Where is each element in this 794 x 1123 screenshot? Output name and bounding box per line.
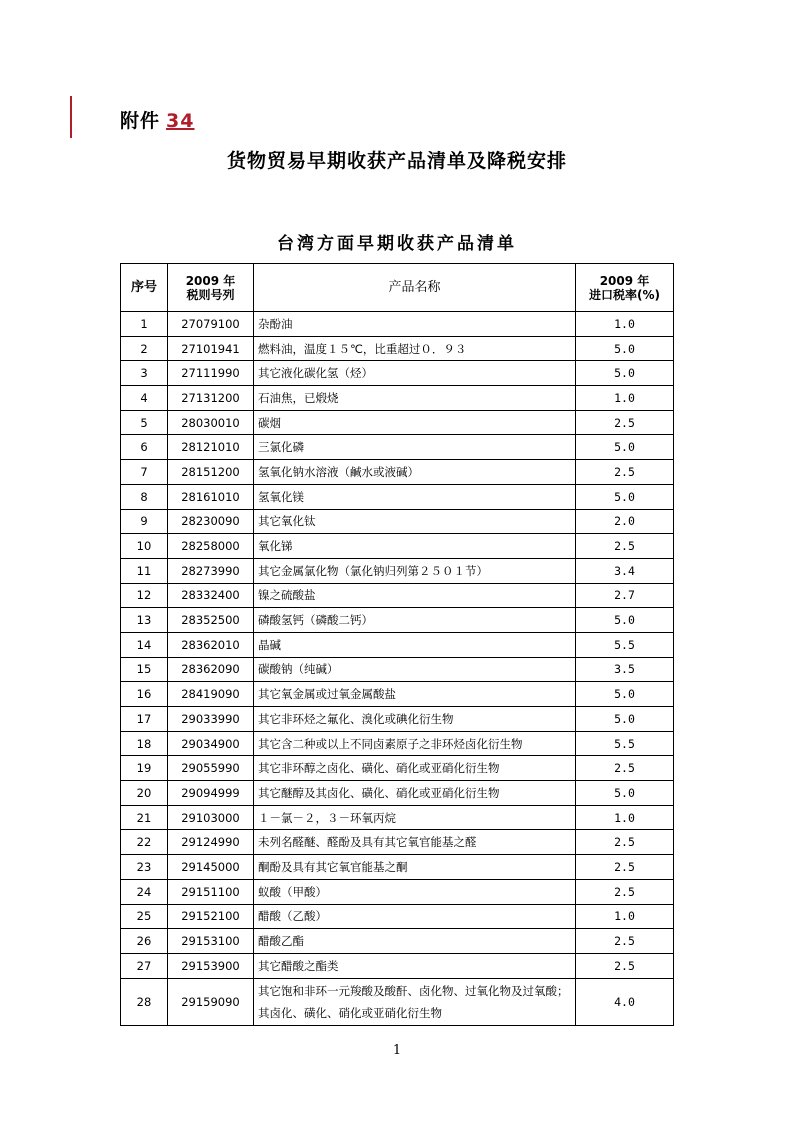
- cell-seq: 10: [121, 534, 168, 559]
- table-row: [121, 707, 674, 732]
- cell-code: 28230090: [168, 509, 254, 534]
- cell-seq: 20: [121, 781, 168, 806]
- annex-label: [120, 106, 194, 133]
- cell-code: 27101941: [168, 336, 254, 361]
- cell-name: 其它饱和非环一元羧酸及酸酐、卤化物、过氧化物及过氧酸；其卤化、磺化、硝化或亚硝化衍生物: [254, 978, 576, 1025]
- table-row: [121, 632, 674, 657]
- document-title: 货物贸易早期收获产品清单及降税安排: [226, 150, 567, 172]
- cell-rate: 5.0: [576, 781, 674, 806]
- table-row: [121, 855, 674, 880]
- cell-code: 27131200: [168, 386, 254, 411]
- cell-seq: 11: [121, 558, 168, 583]
- cell-code: 28332400: [168, 583, 254, 608]
- cell-seq: 8: [121, 484, 168, 509]
- cell-code: 27111990: [168, 361, 254, 386]
- cell-name: 杂酚油: [254, 312, 576, 337]
- table-row: [121, 386, 674, 411]
- cell-name: 燃料油，温度１５℃，比重超过０．９３: [254, 336, 576, 361]
- cell-code: 28121010: [168, 435, 254, 460]
- header-rate: [576, 264, 674, 312]
- cell-seq: 9: [121, 509, 168, 534]
- cell-rate: 5.0: [576, 484, 674, 509]
- margin-mark: [70, 96, 72, 138]
- cell-rate: 2.5: [576, 410, 674, 435]
- table-row: [121, 435, 674, 460]
- table-row: [121, 929, 674, 954]
- table-row: [121, 460, 674, 485]
- cell-rate: 5.0: [576, 682, 674, 707]
- cell-rate: 2.5: [576, 929, 674, 954]
- header-code: [168, 264, 254, 312]
- cell-code: 29033990: [168, 707, 254, 732]
- cell-code: 28419090: [168, 682, 254, 707]
- cell-code: 29153100: [168, 929, 254, 954]
- cell-rate: 2.5: [576, 879, 674, 904]
- cell-rate: 2.5: [576, 756, 674, 781]
- cell-code: 28362010: [168, 632, 254, 657]
- cell-code: 27079100: [168, 312, 254, 337]
- table-row: [121, 904, 674, 929]
- cell-rate: 3.5: [576, 657, 674, 682]
- cell-rate: 5.0: [576, 707, 674, 732]
- annex-number: 34: [166, 110, 195, 132]
- cell-name: 酮酚及具有其它氧官能基之酮: [254, 855, 576, 880]
- cell-name: 醋酸（乙酸）: [254, 904, 576, 929]
- cell-code: 29151100: [168, 879, 254, 904]
- cell-rate: 2.5: [576, 855, 674, 880]
- header-name: 产品名称: [254, 264, 576, 312]
- table-row: [121, 830, 674, 855]
- cell-name: 其它金属氯化物（氯化钠归列第２５０１节）: [254, 558, 576, 583]
- cell-seq: 25: [121, 904, 168, 929]
- cell-code: 28362090: [168, 657, 254, 682]
- table-row: [121, 682, 674, 707]
- cell-seq: 6: [121, 435, 168, 460]
- cell-seq: 14: [121, 632, 168, 657]
- cell-rate: 2.5: [576, 460, 674, 485]
- table-row: [121, 731, 674, 756]
- page-number: 1: [392, 1043, 402, 1058]
- cell-code: 28151200: [168, 460, 254, 485]
- cell-name: 磷酸氢钙（磷酸二钙）: [254, 608, 576, 633]
- cell-rate: 2.5: [576, 953, 674, 978]
- table-row: [121, 583, 674, 608]
- table-row: [121, 312, 674, 337]
- cell-rate: 5.0: [576, 608, 674, 633]
- cell-rate: 2.7: [576, 583, 674, 608]
- table-header-row: [121, 264, 674, 312]
- cell-seq: 18: [121, 731, 168, 756]
- cell-rate: 2.5: [576, 534, 674, 559]
- cell-rate: 5.0: [576, 435, 674, 460]
- cell-name: 氢氧化镁: [254, 484, 576, 509]
- cell-name: 其它醚醇及其卤化、磺化、硝化或亚硝化衍生物: [254, 781, 576, 806]
- cell-rate: 2.5: [576, 830, 674, 855]
- cell-rate: 3.4: [576, 558, 674, 583]
- cell-code: 28258000: [168, 534, 254, 559]
- cell-name: 氧化锑: [254, 534, 576, 559]
- cell-rate: 5.0: [576, 336, 674, 361]
- cell-code: 28352500: [168, 608, 254, 633]
- header-rate-line1: 2009 年: [599, 273, 650, 288]
- cell-code: 29103000: [168, 805, 254, 830]
- cell-code: 29034900: [168, 731, 254, 756]
- cell-seq: 22: [121, 830, 168, 855]
- cell-name: 其它液化碳化氢（烃）: [254, 361, 576, 386]
- cell-rate: 1.0: [576, 386, 674, 411]
- cell-code: 29145000: [168, 855, 254, 880]
- table-title: 台湾方面早期收获产品清单: [277, 234, 517, 254]
- cell-seq: 28: [121, 978, 168, 1025]
- cell-code: 29152100: [168, 904, 254, 929]
- cell-rate: 5.0: [576, 361, 674, 386]
- cell-name: 氢氧化钠水溶液（鹹水或液碱）: [254, 460, 576, 485]
- cell-seq: 3: [121, 361, 168, 386]
- table-row: [121, 608, 674, 633]
- cell-seq: 16: [121, 682, 168, 707]
- cell-name: 其它非环烃之氟化、溴化或碘化衍生物: [254, 707, 576, 732]
- table-row: [121, 484, 674, 509]
- cell-seq: 2: [121, 336, 168, 361]
- cell-seq: 12: [121, 583, 168, 608]
- cell-seq: 19: [121, 756, 168, 781]
- cell-rate: 1.0: [576, 805, 674, 830]
- cell-name: 醋酸乙酯: [254, 929, 576, 954]
- table-row: [121, 410, 674, 435]
- cell-seq: 27: [121, 953, 168, 978]
- cell-seq: 4: [121, 386, 168, 411]
- table-row: [121, 361, 674, 386]
- cell-code: 28273990: [168, 558, 254, 583]
- table-row: [121, 781, 674, 806]
- table-row: [121, 805, 674, 830]
- cell-code: 29094999: [168, 781, 254, 806]
- header-code-line2: 税则号列: [186, 287, 235, 302]
- cell-code: 29159090: [168, 978, 254, 1025]
- cell-name: 未列名醛醚、醛酚及具有其它氧官能基之醛: [254, 830, 576, 855]
- cell-seq: 23: [121, 855, 168, 880]
- cell-name: 石油焦，已煅烧: [254, 386, 576, 411]
- header-rate-line2: 进口税率(%): [589, 287, 660, 302]
- table-row: [121, 509, 674, 534]
- table-row: [121, 534, 674, 559]
- cell-seq: 7: [121, 460, 168, 485]
- cell-seq: 13: [121, 608, 168, 633]
- cell-seq: 5: [121, 410, 168, 435]
- annex-text: 附件: [120, 110, 161, 132]
- cell-code: 28030010: [168, 410, 254, 435]
- table-row: [121, 336, 674, 361]
- cell-name: 其它醋酸之酯类: [254, 953, 576, 978]
- table-body: [121, 312, 674, 1026]
- table-row: [121, 879, 674, 904]
- cell-code: 29055990: [168, 756, 254, 781]
- cell-seq: 26: [121, 929, 168, 954]
- cell-rate: 5.5: [576, 731, 674, 756]
- cell-seq: 1: [121, 312, 168, 337]
- cell-name: 其它氧化钛: [254, 509, 576, 534]
- cell-name: 镍之硫酸盐: [254, 583, 576, 608]
- cell-rate: 1.0: [576, 904, 674, 929]
- table-row: [121, 953, 674, 978]
- cell-name: 其它非环醇之卤化、磺化、硝化或亚硝化衍生物: [254, 756, 576, 781]
- cell-code: 29124990: [168, 830, 254, 855]
- cell-name: 其它含二种或以上不同卤素原子之非环烃卤化衍生物: [254, 731, 576, 756]
- cell-seq: 21: [121, 805, 168, 830]
- cell-name: 碳烟: [254, 410, 576, 435]
- cell-name: 碳酸钠（纯碱）: [254, 657, 576, 682]
- table-row: [121, 657, 674, 682]
- cell-seq: 17: [121, 707, 168, 732]
- table-row: [121, 978, 674, 1025]
- header-code-line1: 2009 年: [185, 273, 236, 288]
- table-row: [121, 558, 674, 583]
- cell-name: 蚁酸（甲酸）: [254, 879, 576, 904]
- cell-rate: 1.0: [576, 312, 674, 337]
- cell-code: 29153900: [168, 953, 254, 978]
- cell-rate: 4.0: [576, 978, 674, 1025]
- cell-code: 28161010: [168, 484, 254, 509]
- cell-rate: 5.5: [576, 632, 674, 657]
- cell-seq: 24: [121, 879, 168, 904]
- cell-name: 晶碱: [254, 632, 576, 657]
- cell-name: 其它氧金属或过氧金属酸盐: [254, 682, 576, 707]
- cell-seq: 15: [121, 657, 168, 682]
- cell-rate: 2.0: [576, 509, 674, 534]
- product-table: [120, 263, 674, 1026]
- cell-name: １－氯－２，３－环氧丙烷: [254, 805, 576, 830]
- table-row: [121, 756, 674, 781]
- cell-name: 三氯化磷: [254, 435, 576, 460]
- header-seq: 序号: [121, 264, 168, 312]
